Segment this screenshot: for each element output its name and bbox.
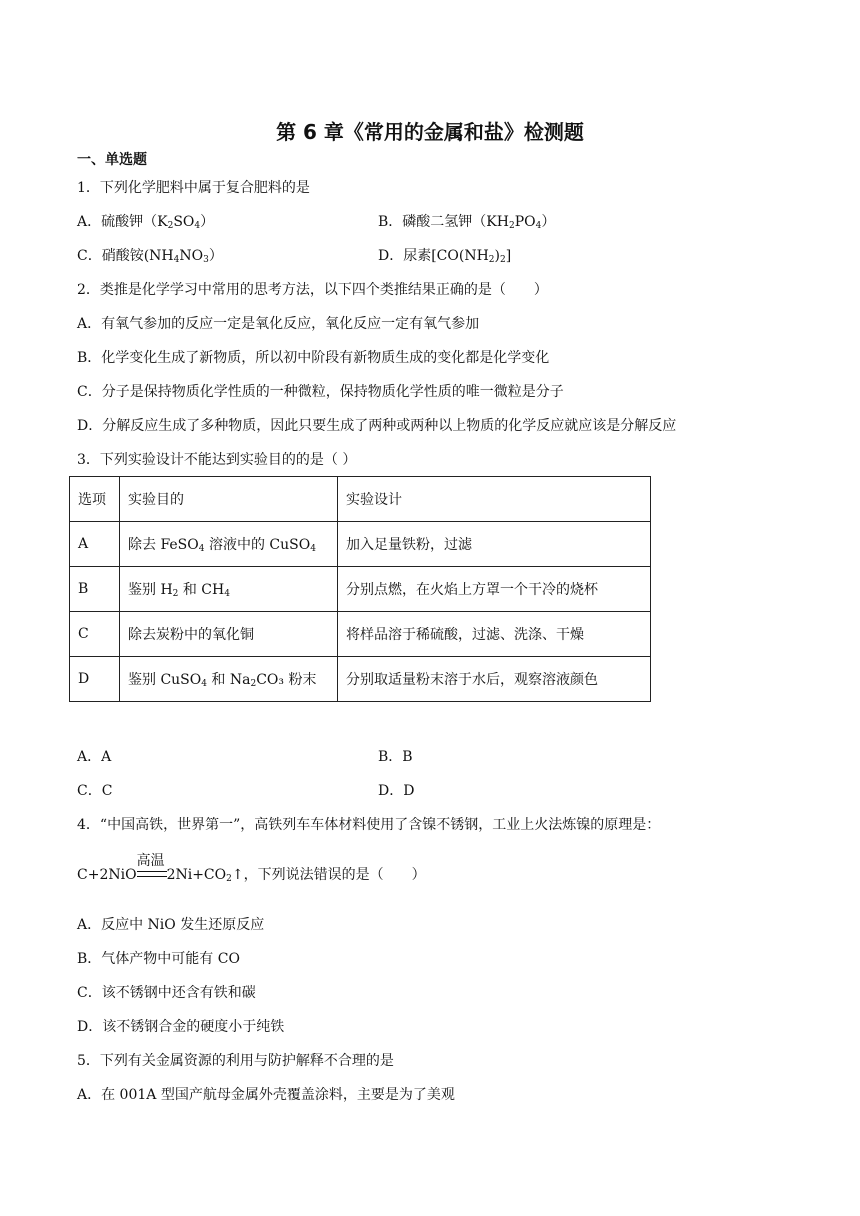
q2-option-d: D．分解反应生成了多种物质，因此只要生成了两种或两种以上物质的化学反应就应该是分解反应 [77, 418, 677, 434]
q2-option-b: B．化学变化生成了新物质，所以初中阶段有新物质生成的变化都是化学变化 [77, 350, 550, 366]
table-cell-option: D [70, 657, 120, 702]
reaction-condition: 高温 [137, 864, 167, 884]
table-cell-goal: 鉴别 CuSO$_4$ 和 $Na_2CO_3$ 粉末 [120, 657, 338, 702]
q1-option-a: A．硫酸钾$(K_2SO_4)$ [77, 214, 215, 231]
q4-stem-tail: ↑，下列说法错误的是（ ） [231, 867, 426, 883]
q4-option-b: B．气体产物中可能有 CO [77, 951, 240, 967]
table-cell-option: B [70, 567, 120, 612]
table-cell-design: 分别取适量粉末溶于水后，观察溶液颜色 [338, 657, 651, 702]
table-row [70, 657, 651, 702]
table-cell-design: 分别点燃，在火焰上方罩一个干冷的烧杯 [338, 567, 651, 612]
table-header-row [70, 477, 651, 522]
q3-option-a: A．A [77, 749, 112, 765]
q3-stem: 3．下列实验设计不能达到实验目的的是（ ） [77, 452, 357, 468]
table-cell-goal: 除去炭粉中的氧化铜 [120, 612, 338, 657]
equation-products: 2Ni+CO [166, 867, 227, 883]
q4-option-a: A．反应中 NiO 发生还原反应 [77, 917, 265, 933]
q2-option-a: A．有氧气参加的反应一定是氧化反应，氧化反应一定有氧气参加 [77, 316, 480, 332]
table-cell-design: 加入足量铁粉，过滤 [338, 522, 651, 567]
q1-option-b: B．磷酸二氢钾$(KH_2PO_4)$ [378, 214, 556, 231]
table-cell-option: A [70, 522, 120, 567]
reaction-equation: C+2NiO 高温 $2Ni+CO_2↑$，下列说法错误的是（ ） [77, 853, 426, 884]
experiment-table [69, 476, 651, 702]
table-header-cell: 选项 [70, 477, 120, 522]
q1-option-c: C．硝酸铵$(NH_4NO_3)$ [77, 248, 223, 265]
page-title: 第 6 章《常用的金属和盐》检测题 [276, 120, 584, 144]
q3-option-d: D．D [378, 783, 415, 799]
q2-option-c: C．分子是保持物质化学性质的一种微粒，保持物质化学性质的唯一微粒是分子 [77, 384, 564, 400]
table-cell-option: C [70, 612, 120, 657]
q1-stem: 1．下列化学肥料中属于复合肥料的是 [77, 180, 310, 196]
q5-option-a: A．在 001A 型国产航母金属外壳覆盖涂料，主要是为了美观 [77, 1087, 455, 1103]
q3-option-c: C．C [77, 783, 113, 799]
section-heading: 一、单选题 [77, 152, 147, 168]
table-row [70, 522, 651, 567]
table-cell-goal: 鉴别 $H_2$ 和 $CH_4$ [120, 567, 338, 612]
q5-stem: 5．下列有关金属资源的利用与防护解释不合理的是 [77, 1053, 394, 1069]
table-row [70, 567, 651, 612]
q1-option-d: D．尿素$[CO(NH_2)_2]$ [378, 248, 512, 265]
q4-option-c: C．该不锈钢中还含有铁和碳 [77, 985, 256, 1001]
table-header-cell: 实验设计 [338, 477, 651, 522]
table-cell-design: 将样品溶于稀硫酸，过滤、洗涤、干燥 [338, 612, 651, 657]
q4-stem: 4．“中国高铁，世界第一”，高铁列车车体材料使用了含镍不锈钢，工业上火法炼镍的原理是： [77, 817, 661, 833]
q2-stem: 2．类推是化学学习中常用的思考方法，以下四个类推结果正确的是（ ） [77, 282, 548, 298]
equation-reactants: C+2NiO [77, 867, 137, 883]
table-header-cell: 实验目的 [120, 477, 338, 522]
table-row [70, 612, 651, 657]
q4-option-d: D．该不锈钢合金的硬度小于纯铁 [77, 1019, 285, 1035]
table-cell-goal: 除去 FeSO$_4$ 溶液中的 CuSO$_4$ [120, 522, 338, 567]
q3-option-b: B．B [378, 749, 413, 765]
